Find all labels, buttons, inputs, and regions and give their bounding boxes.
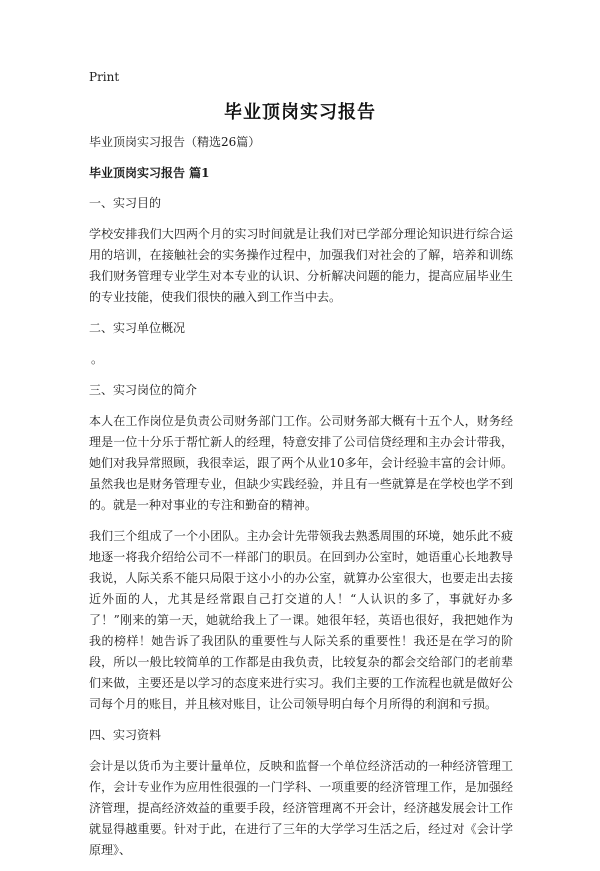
print-label: Print [89,70,120,84]
paragraph-materials: 会计是以货币为主要计量单位，反映和监督一个单位经济活动的一种经济管理工作，会计专业作为应用性很强的一门学科、一项重要的经济管理工作，是加强经济管理，提高经济效益的重要手段，经济管理离不开会计，经济越发展会计工作就显得越重要。针对于此，在进行了三年的大学学习生活之后，经过对《会计学原理》、 [89,759,513,857]
section-heading-purpose: 一、实习目的 [89,196,162,210]
document-title: 毕业顶岗实习报告 [224,102,376,123]
section-heading-materials: 四、实习资料 [89,728,162,742]
part-heading: 毕业顶岗实习报告 篇1 [89,166,210,180]
paragraph-unit-overview: 。 [91,352,104,366]
section-heading-unit-overview: 二、实习单位概况 [89,321,186,335]
section-heading-position: 三、实习岗位的简介 [89,383,198,397]
paragraph-position-1: 本人在工作岗位是负责公司财务部门工作。公司财务部大概有十五个人，财务经理是一位十分乐于帮忙新人的经理，特意安排了公司信贷经理和主办会计带我，她们对我异常照顾，我很幸运，跟了两个从业10多年，会计经验丰富的会计师。虽然我也是财务管理专业，但缺少实践经验，并且有一些就算是在学校也学不到的。就是一种对事业的专注和勤奋的精神。 [89,414,513,512]
paragraph-purpose: 学校安排我们大四两个月的实习时间就是让我们对已学部分理论知识进行综合运用的培训，在接触社会的实务操作过程中，加强我们对社会的了解，培养和训练我们财务管理专业学生对本专业的认识、分析解决问题的能力，提高应届毕业生的专业技能，使我们很快的融入到工作当中去。 [89,227,513,304]
document-subtitle: 毕业顶岗实习报告（精选26篇） [89,135,261,149]
document-body [89,132,513,871]
paragraph-position-2: 我们三个组成了一个小团队。主办会计先带领我去熟悉周围的环境，她乐此不疲地逐一将我介绍给公司不一样部门的职员。在回到办公室时，她语重心长地教导我说，人际关系不能只局限于这小小的办公室，就算办公室很大，也要走出去接近外面的人，尤其是经常跟自己打交道的人！“人认识的多了，事就好办多了！”刚来的第一天，她就给我上了一课。她很年轻，英语也很好，我把她作为我的榜样！她告诉了我团队的重要性与人际关系的重要性！我还是在学习的阶段，所以一般比较简单的工作都是由我负责，比较复杂的都会交给部门的老前辈们来做，主要还是以学习的态度来进行实习。我们主要的工作流程也就是做好公司每个月的账目，并且核对账目，让公司领导明白每个月所得的利润和亏损。 [89,529,513,711]
